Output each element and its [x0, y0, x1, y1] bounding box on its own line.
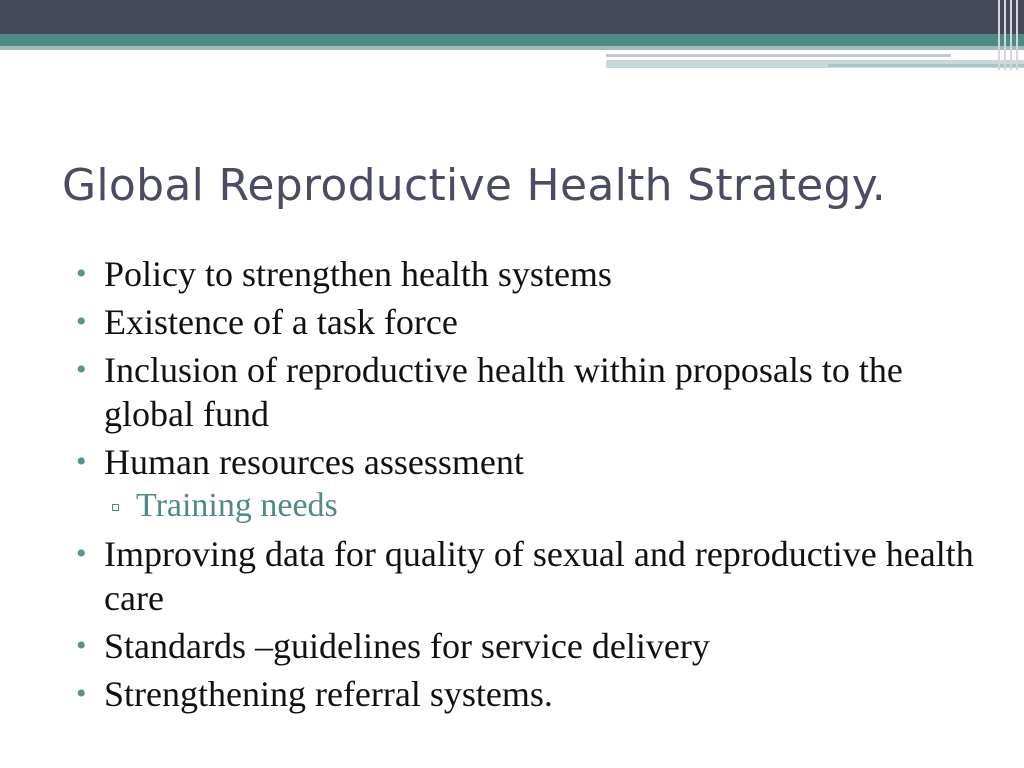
bullet-text: Human resources assessment	[104, 442, 524, 482]
square-bullet-icon	[112, 504, 119, 511]
round-bullet-icon: •	[76, 629, 87, 662]
header-decor-line	[606, 54, 951, 57]
bullet-text: Policy to strengthen health systems	[104, 254, 612, 294]
round-bullet-icon: •	[76, 537, 87, 570]
bullet-text: Existence of a task force	[104, 302, 458, 342]
round-bullet-icon: •	[76, 445, 87, 478]
bullet-item	[76, 532, 976, 620]
bullet-item	[76, 348, 976, 436]
sub-bullet-item	[76, 484, 976, 528]
round-bullet-icon: •	[76, 677, 87, 710]
bullet-text: Strengthening referral systems.	[104, 674, 553, 714]
slide-title: Global Reproductive Health Strategy.	[62, 160, 887, 211]
round-bullet-icon: •	[76, 353, 87, 386]
bullet-item	[76, 672, 976, 716]
header-band-light	[0, 46, 1024, 50]
bullet-item	[76, 300, 976, 344]
bullet-item	[76, 440, 976, 484]
header-edge-stripes	[994, 0, 1024, 70]
round-bullet-icon: •	[76, 305, 87, 338]
bullet-text: Improving data for quality of sexual and reproductive health care	[104, 534, 974, 618]
header-band-dark	[0, 0, 1024, 34]
sub-bullet-text: Training needs	[136, 487, 338, 524]
round-bullet-icon: •	[76, 257, 87, 290]
bullet-item	[76, 252, 976, 296]
bullet-item	[76, 624, 976, 668]
header-band-teal	[0, 34, 1024, 46]
bullet-text: Inclusion of reproductive health within proposals to the global fund	[104, 350, 903, 434]
bullet-list	[76, 252, 976, 716]
bullet-text: Standards –guidelines for service delivery	[104, 626, 710, 666]
